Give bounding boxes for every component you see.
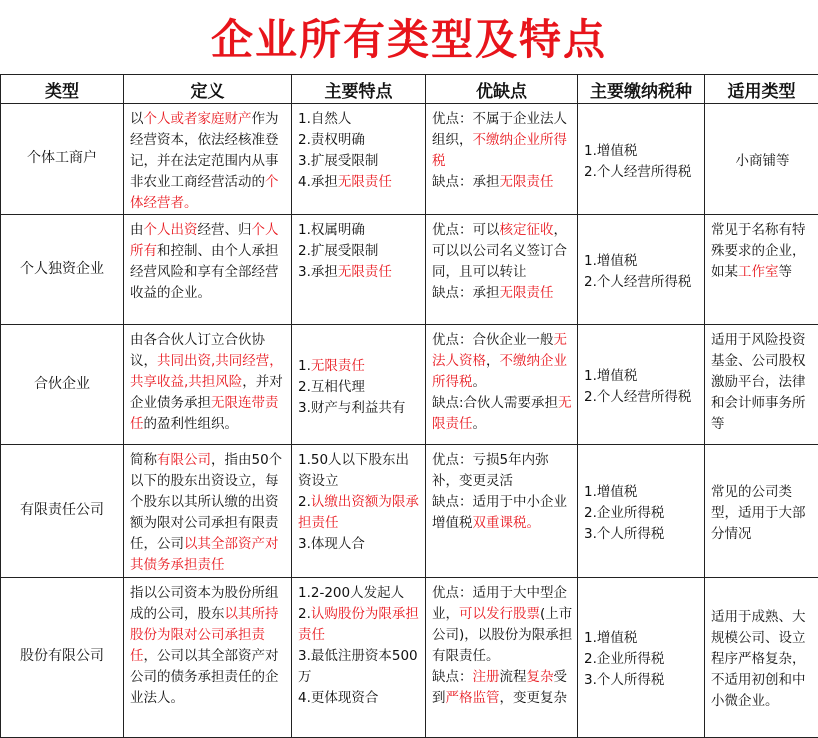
cell-text <box>584 366 700 408</box>
highlighted-text: 双重课税。 <box>473 515 541 531</box>
text-segment: 1. <box>298 358 311 374</box>
cell-definition <box>124 104 292 215</box>
text-segment: 经营、归 <box>198 222 252 238</box>
text-segment: ，可以以公司名义签订合同，且可以转让 <box>432 222 567 280</box>
cell-text <box>130 109 287 214</box>
cell-text <box>584 628 700 691</box>
cell-line <box>584 272 700 293</box>
text-segment: 由 <box>130 222 144 238</box>
cell-features <box>292 104 426 215</box>
text-segment: 适用于风险投资基金、公司股权激励平台，法律和会计师事务所等 <box>711 332 806 432</box>
text-segment: 1.增值税 <box>584 484 637 500</box>
table-row <box>1 215 818 325</box>
page-title: 企业所有类型及特点 <box>0 0 818 74</box>
text-segment: 1.50人以下股东出资设立 <box>298 452 409 489</box>
text-segment: 常见的公司类型，适用于大部分情况 <box>711 484 806 542</box>
highlighted-text: 严格监管 <box>446 690 500 706</box>
cell-taxes <box>578 104 705 215</box>
cell-line <box>298 492 421 534</box>
text-segment: 2.个人经营所得税 <box>584 389 691 405</box>
highlighted-text: 注册 <box>473 669 500 685</box>
cell-line <box>711 151 814 172</box>
text-segment: 优点：亏损5年内弥补，变更灵活 <box>432 452 549 489</box>
cell-text <box>432 220 573 304</box>
cell-type: 合伙企业 <box>1 325 124 445</box>
cell-line <box>584 482 700 503</box>
cell-text <box>584 141 700 183</box>
text-segment: 3.扩展受限制 <box>298 153 378 169</box>
cell-line <box>711 607 814 712</box>
cell-applicable <box>705 445 818 577</box>
text-segment: 4.承担 <box>298 174 338 190</box>
text-segment: 作为经营资本，依法经核准登记，并在法定范围内从事非农业工商经营活动的 <box>130 111 279 190</box>
cell-definition <box>124 577 292 737</box>
cell-line <box>298 398 421 419</box>
cell-line <box>298 262 421 283</box>
text-segment: 3.体现人合 <box>298 536 365 552</box>
text-segment: 由各合伙人订立合伙协议， <box>130 332 265 369</box>
text-segment: 1.权属明确 <box>298 222 365 238</box>
cell-line <box>711 482 814 545</box>
text-segment: 优点：合伙企业一般 <box>432 332 554 348</box>
cell-text <box>130 220 287 304</box>
cell-text <box>130 583 287 709</box>
text-segment: 2.扩展受限制 <box>298 243 378 259</box>
cell-line <box>298 151 421 172</box>
text-segment: 优点：适用于大中型企业， <box>432 585 567 622</box>
cell-line <box>298 172 421 193</box>
highlighted-text: 个人所有 <box>130 222 279 259</box>
cell-taxes <box>578 215 705 325</box>
cell-line <box>298 534 421 555</box>
cell-text <box>432 109 573 193</box>
cell-features <box>292 577 426 737</box>
highlighted-text: 以其所持股份为限对公司承担责任 <box>130 606 279 664</box>
cell-text <box>298 220 421 283</box>
text-segment: 2.企业所得税 <box>584 651 664 667</box>
highlighted-text: 有限公司 <box>157 452 211 468</box>
highlighted-text: 认缴出资额为限承担责任 <box>298 494 419 531</box>
cell-line <box>432 450 573 492</box>
cell-pros-cons <box>426 215 578 325</box>
cell-taxes <box>578 325 705 445</box>
cell-type: 个人独资企业 <box>1 215 124 325</box>
cell-line <box>584 141 700 162</box>
cell-line <box>298 356 421 377</box>
header-taxes: 主要缴纳税种 <box>578 75 705 104</box>
cell-line <box>432 393 573 435</box>
cell-line <box>298 109 421 130</box>
text-segment: (上市公司)，以股份为限承担有限责任。 <box>432 606 572 664</box>
cell-line <box>432 172 573 193</box>
text-segment: 简称 <box>130 452 157 468</box>
cell-text <box>298 356 421 419</box>
text-segment: 2.企业所得税 <box>584 505 664 521</box>
highlighted-text: 无限责任 <box>338 264 392 280</box>
cell-text <box>432 330 573 435</box>
cell-line <box>130 330 287 435</box>
text-segment: 以 <box>130 111 144 127</box>
highlighted-text: 认购股份为限承担责任 <box>298 606 419 643</box>
highlighted-text: 共同出资,共同经营，共享收益,共担风险 <box>130 353 283 390</box>
header-row <box>1 75 818 104</box>
text-segment: 2. <box>298 606 311 622</box>
cell-line <box>584 628 700 649</box>
cell-line <box>584 649 700 670</box>
cell-type: 个体工商户 <box>1 104 124 215</box>
text-segment: 小商铺等 <box>736 153 790 169</box>
text-segment: 2. <box>298 494 311 510</box>
text-segment: 受到 <box>432 669 567 706</box>
text-segment: 优点：不属于企业法人组织， <box>432 111 567 148</box>
highlighted-text: 无限责任 <box>432 395 572 432</box>
cell-line <box>298 220 421 241</box>
text-segment: 1.增值税 <box>584 630 637 646</box>
text-segment: 2.个人经营所得税 <box>584 164 691 180</box>
table-row <box>1 577 818 737</box>
cell-pros-cons <box>426 104 578 215</box>
text-segment: 1.2-200人发起人 <box>298 585 404 601</box>
header-definition: 定义 <box>124 75 292 104</box>
cell-pros-cons <box>426 445 578 577</box>
header-applicable: 适用类型 <box>705 75 818 104</box>
text-segment: 3.个人所得税 <box>584 672 664 688</box>
highlighted-text: 无法人资格 <box>432 332 567 369</box>
highlighted-text: 可以发行股票 <box>459 606 540 622</box>
cell-line <box>130 109 287 214</box>
text-segment: 。 <box>473 416 487 432</box>
highlighted-text: 无限责任 <box>500 285 554 301</box>
text-segment: 指以公司资本为股份所组成的公司，股东 <box>130 585 279 622</box>
cell-text <box>298 109 421 193</box>
cell-text <box>711 220 814 283</box>
cell-line <box>432 330 573 393</box>
text-segment: ，变更复杂 <box>500 690 568 706</box>
highlighted-text: 无限责任 <box>338 174 392 190</box>
cell-text <box>711 607 814 712</box>
cell-line <box>130 450 287 576</box>
highlighted-text: 个体经营者。 <box>130 174 279 211</box>
cell-line <box>432 109 573 172</box>
cell-line <box>298 450 421 492</box>
cell-applicable <box>705 325 818 445</box>
cell-text <box>584 482 700 545</box>
cell-features <box>292 215 426 325</box>
cell-line <box>432 283 573 304</box>
highlighted-text: 核定征收 <box>500 222 554 238</box>
cell-taxes <box>578 445 705 577</box>
table-row <box>1 325 818 445</box>
cell-text <box>298 450 421 555</box>
cell-line <box>298 377 421 398</box>
header-type: 类型 <box>1 75 124 104</box>
cell-line <box>584 366 700 387</box>
text-segment: 1.增值税 <box>584 368 637 384</box>
cell-line <box>711 330 814 435</box>
cell-definition <box>124 325 292 445</box>
cell-text <box>711 151 814 172</box>
text-segment: 和控制、由个人承担经营风险和享有全部经营收益的企业。 <box>130 243 279 301</box>
highlighted-text: 复杂 <box>527 669 554 685</box>
cell-line <box>432 667 573 709</box>
cell-line <box>584 503 700 524</box>
text-segment: 缺点： <box>432 669 473 685</box>
cell-line <box>584 387 700 408</box>
cell-line <box>130 583 287 709</box>
highlighted-text: 工作室 <box>738 264 779 280</box>
text-segment: 。 <box>473 374 487 390</box>
text-segment: ，公司以其全部资产对公司的债务承担责任的企业法人。 <box>130 648 279 706</box>
text-segment: 1.自然人 <box>298 111 351 127</box>
cell-text <box>432 583 573 709</box>
text-segment: 3.最低注册资本500万 <box>298 648 418 685</box>
text-segment: 流程 <box>500 669 527 685</box>
text-segment: 优点：可以 <box>432 222 500 238</box>
table-row <box>1 445 818 577</box>
cell-line <box>130 220 287 304</box>
cell-applicable <box>705 215 818 325</box>
cell-line <box>432 583 573 667</box>
text-segment: 缺点：承担 <box>432 285 500 301</box>
cell-applicable <box>705 577 818 737</box>
text-segment: 1.增值税 <box>584 253 637 269</box>
cell-line <box>298 130 421 151</box>
cell-type: 股份有限公司 <box>1 577 124 737</box>
text-segment: 4.更体现资合 <box>298 690 378 706</box>
cell-text <box>584 251 700 293</box>
header-features: 主要特点 <box>292 75 426 104</box>
text-segment: 缺点：适用于中小企业增值税 <box>432 494 567 531</box>
cell-text <box>130 330 287 435</box>
text-segment: 的盈利性组织。 <box>144 416 239 432</box>
text-segment: 3.个人所得税 <box>584 526 664 542</box>
cell-definition <box>124 445 292 577</box>
cell-features <box>292 445 426 577</box>
cell-line <box>298 646 421 688</box>
text-segment: 适用于成熟、大规模公司、设立程序严格复杂，不适用初创和中小微企业。 <box>711 609 806 709</box>
cell-line <box>711 220 814 283</box>
highlighted-text: 不缴纳企业所得税 <box>432 353 567 390</box>
text-segment: ，并对企业债务承担 <box>130 374 283 411</box>
cell-line <box>584 670 700 691</box>
cell-text <box>432 450 573 534</box>
text-segment: ， <box>486 353 500 369</box>
cell-taxes <box>578 577 705 737</box>
cell-definition <box>124 215 292 325</box>
enterprise-types-table <box>0 74 818 738</box>
text-segment: 2.责权明确 <box>298 132 365 148</box>
highlighted-text: 无限责任 <box>500 174 554 190</box>
highlighted-text: 无限连带责任 <box>130 395 279 432</box>
cell-text <box>711 482 814 545</box>
cell-line <box>298 241 421 262</box>
highlighted-text: 无限责任 <box>311 358 365 374</box>
cell-line <box>584 251 700 272</box>
cell-line <box>584 524 700 545</box>
text-segment: 1.增值税 <box>584 143 637 159</box>
table-row <box>1 104 818 215</box>
cell-pros-cons <box>426 577 578 737</box>
text-segment: 缺点:合伙人需要承担 <box>432 395 558 411</box>
text-segment: ，指由50个以下的股东出资设立，每个股东以其所认缴的出资额为限对公司承担有限责任，公司 <box>130 452 282 552</box>
text-segment: 3.财产与利益共有 <box>298 400 405 416</box>
highlighted-text: 不缴纳企业所得税 <box>432 132 567 169</box>
text-segment: 缺点：承担 <box>432 174 500 190</box>
text-segment: 3.承担 <box>298 264 338 280</box>
cell-line <box>432 492 573 534</box>
cell-pros-cons <box>426 325 578 445</box>
cell-line <box>298 688 421 709</box>
cell-line <box>432 220 573 283</box>
cell-text <box>711 330 814 435</box>
cell-line <box>298 604 421 646</box>
cell-line <box>298 583 421 604</box>
text-segment: 2.个人经营所得税 <box>584 274 691 290</box>
cell-features <box>292 325 426 445</box>
cell-type: 有限责任公司 <box>1 445 124 577</box>
text-segment: 常见于名称有特殊要求的企业，如某 <box>711 222 806 280</box>
cell-applicable <box>705 104 818 215</box>
cell-text <box>130 450 287 576</box>
cell-line <box>584 162 700 183</box>
cell-text <box>298 583 421 709</box>
highlighted-text: 以其全部资产对其债务承担责任 <box>130 536 279 573</box>
header-pros-cons: 优缺点 <box>426 75 578 104</box>
highlighted-text: 个人出资 <box>144 222 198 238</box>
highlighted-text: 个人或者家庭财产 <box>144 111 252 127</box>
text-segment: 2.互相代理 <box>298 379 365 395</box>
text-segment: 等 <box>779 264 793 280</box>
